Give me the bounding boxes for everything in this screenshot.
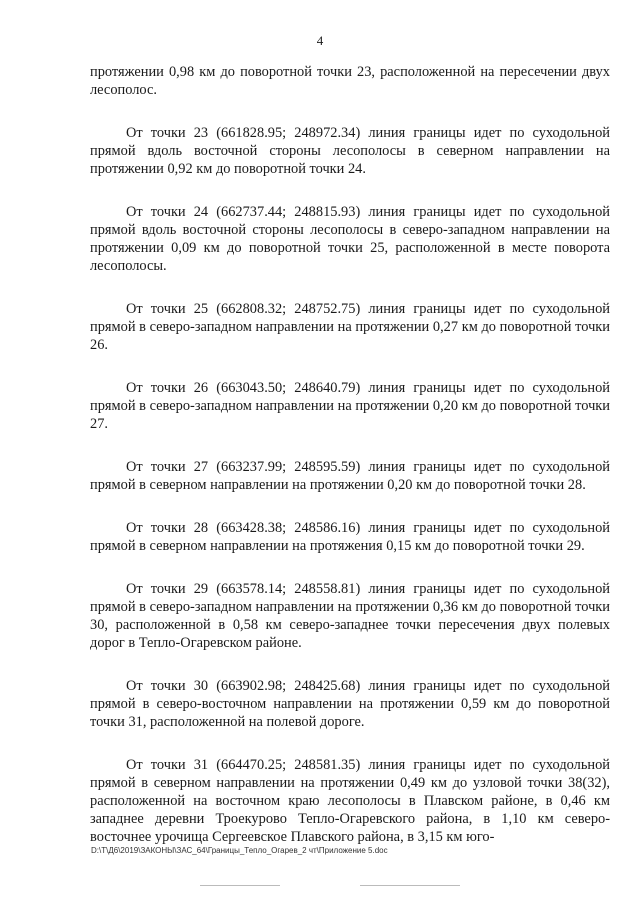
paragraph-point-28: От точки 28 (663428.38; 248586.16) линия границы идет по суходольной прямой в северном направлении на протяжения 0,15 км до поворотной точки 29. (90, 520, 610, 554)
paragraph-point-30: От точки 30 (663902.98; 248425.68) линия границы идет по суходольной прямой в северо-восточном направлении на протяжении 0,59 км до поворотной точки 31, расположенной на полевой дороге. (90, 678, 610, 730)
paragraph-point-27: От точки 27 (663237.99; 248595.59) линия границы идет по суходольной прямой в северном направлении на протяжении 0,20 км до поворотной точки 28. (90, 459, 610, 493)
paragraph-point-26: От точки 26 (663043.50; 248640.79) линия границы идет по суходольной прямой в северо-западном направлении на протяжении 0,20 км до поворотной точки 27. (90, 380, 610, 432)
document-body (90, 63, 610, 846)
footer-rule-right (360, 885, 460, 886)
file-path-footer: D:\Т\Д6\2019\ЗАКОНЫ\ЗАС_64\Границы_Тепло_Огарев_2 чт\Приложение 5.doc (91, 846, 388, 855)
page-number: 4 (316, 33, 324, 48)
paragraph-point-23: От точки 23 (661828.95; 248972.34) линия границы идет по суходольной прямой вдоль восточной стороны лесополосы в северном направлении на протяжении 0,92 км до поворотной точки 24. (90, 125, 610, 177)
paragraph-continuation: протяжении 0,98 км до поворотной точки 23, расположенной на пересечении двух лесополос. (90, 64, 610, 98)
paragraph-point-24: От точки 24 (662737.44; 248815.93) линия границы идет по суходольной прямой вдоль восточной стороны лесополосы в северо-западном направлении на протяжении 0,09 км до поворотной точки 25, расположенной в месте поворота лесополосы. (90, 204, 610, 274)
paragraph-point-25: От точки 25 (662808.32; 248752.75) линия границы идет по суходольной прямой в северо-западном направлении на протяжении 0,27 км до поворотной точки 26. (90, 301, 610, 353)
paragraph-point-29: От точки 29 (663578.14; 248558.81) линия границы идет по суходольной прямой в северо-западном направлении на протяжении 0,36 км до поворотной точки 30, расположенной в 0,58 км северо-западнее точки пересечения двух полевых дорог в Тепло-Огаревском районе. (90, 581, 610, 651)
footer-rule-left (200, 885, 280, 886)
paragraph-point-31: От точки 31 (664470.25; 248581.35) линия границы идет по суходольной прямой в северном направлении на протяжении 0,49 км до узловой точки 38(32), расположенной на восточном краю лесополосы в Плавском районе, в 0,46 км западнее деревни Троекурово Тепло-Огаревского района, в 1,10 км северо-восточнее урочища Сергеевское Плавского района, в 3,15 км юго- (90, 757, 610, 845)
